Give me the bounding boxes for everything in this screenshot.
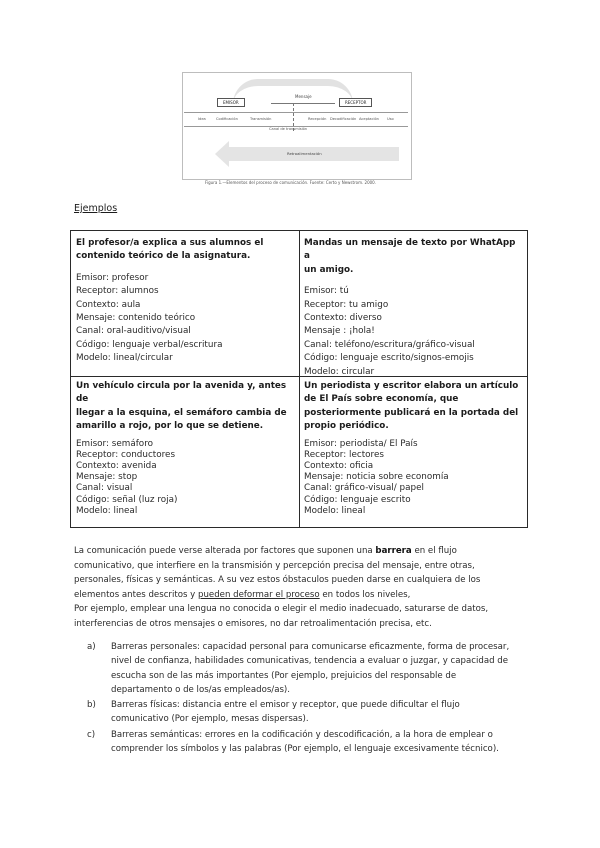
list-line: departamento o de los/as empleados/as). — [111, 684, 291, 695]
list-marker: c) — [87, 729, 96, 740]
example-heading — [76, 380, 294, 434]
paragraph-line: Por ejemplo, emplear una lengua no conocida o elegir el medio inadecuado, saturarse de datos, — [74, 604, 489, 615]
example-heading-line: posteriormente publicará en la portada del — [304, 407, 519, 418]
diagram-mensaje-label: Mensaje — [295, 94, 312, 99]
example-cell — [76, 380, 294, 517]
example-heading-line: de El País sobre economía, que — [304, 394, 459, 405]
diagram-message-arrow — [271, 103, 335, 104]
example-heading-line: El profesor/a explica a sus alumnos el — [76, 238, 264, 248]
paragraph-line: personales, físicas y semánticas. A su vez estos óbstaculos pueden darse en cualquiera de los — [74, 575, 481, 586]
example-heading-line: Un vehículo circula por la avenida y, antes de — [76, 381, 287, 405]
list-item — [87, 640, 537, 697]
diagram-receptor-box: RECEPTOR — [339, 98, 372, 107]
example-row: Contexto: aula — [76, 299, 141, 310]
example-heading — [76, 237, 294, 264]
example-row: Canal: oral-auditivo/visual — [76, 326, 191, 337]
example-row: Emisor: tú — [304, 286, 349, 297]
emphasis-barrera: barrera — [375, 546, 412, 556]
example-row: Canal: gráfico-visual/ papel — [304, 483, 424, 494]
example-row: Receptor: alumnos — [76, 286, 159, 297]
example-heading-line: propio periódico. — [304, 421, 389, 432]
list-item — [87, 698, 537, 727]
text-span: en el flujo — [411, 546, 457, 556]
example-heading-line: llegar a la esquina, el semáforo cambia de — [76, 407, 287, 418]
example-row: Modelo: lineal/circular — [76, 353, 173, 364]
example-row: Modelo: lineal — [304, 505, 366, 516]
example-row: Mensaje: noticia sobre economía — [304, 472, 449, 483]
list-line: escucha son de las más importantes (Por ejemplo, prejuicios del responsable de — [111, 670, 457, 681]
example-heading-line: Mandas un mensaje de texto por WhatApp a — [304, 238, 516, 262]
example-row: Emisor: profesor — [76, 272, 149, 283]
example-row: Emisor: semáforo — [76, 438, 153, 449]
list-line: Barreras semánticas: errores en la codificación y descodificación, a la hora de emplear o — [111, 729, 493, 740]
list-text — [111, 640, 509, 697]
diagram-step: Uso — [387, 117, 394, 121]
list-text — [111, 698, 460, 727]
section-title: Ejemplos — [74, 203, 118, 214]
example-row: Emisor: periodista/ El País — [304, 438, 418, 449]
underlined-phrase: pueden deformar el proceso — [198, 589, 320, 600]
diagram-caption: Figura 1.—Elementos del proceso de comunicación. Fuente: Certo y Newstrom. 2000. — [205, 180, 376, 185]
paragraph-line — [74, 588, 534, 603]
barriers-list — [87, 640, 537, 757]
example-row: Receptor: tu amigo — [304, 299, 389, 310]
paragraph-line — [74, 544, 534, 559]
example-row: Modelo: circular — [304, 366, 375, 377]
diagram-retro-label: Retroalimentación — [287, 151, 322, 156]
example-row: Canal: visual — [76, 483, 133, 494]
example-heading-line: contenido teórico de la asignatura. — [76, 251, 251, 262]
diagram-channel-band — [184, 112, 408, 127]
example-row: Código: lenguaje escrito/signos-emojis — [304, 353, 474, 364]
example-row: Canal: teléfono/escritura/gráfico-visual — [304, 339, 475, 350]
example-row: Código: lenguaje verbal/escritura — [76, 339, 223, 350]
example-row: Contexto: avenida — [76, 461, 157, 472]
example-heading — [304, 237, 522, 277]
example-row: Contexto: oficia — [304, 461, 374, 472]
example-heading-line: Un periodista y escritor elabora un artículo — [304, 381, 519, 391]
example-row: Mensaje : ¡hola! — [304, 326, 375, 337]
text-span: elementos antes descritos y — [74, 589, 199, 600]
diagram-step: Decodificación — [330, 117, 357, 121]
text-span: La comunicación puede verse alterada por factores que suponen una — [74, 546, 376, 556]
examples-table — [70, 230, 528, 528]
example-heading — [304, 380, 522, 434]
example-heading-line: un amigo. — [304, 264, 354, 275]
flow-arrow-top — [233, 79, 353, 104]
text-span: en todos los niveles, — [319, 589, 411, 600]
list-marker: a) — [87, 642, 96, 652]
diagram-emisor-box: EMISOR — [217, 98, 245, 107]
paragraph-line: interferencias de otros mensajes o emisores, no dar retroalimentación precisa, etc. — [74, 618, 432, 629]
diagram-step: Transmisión — [250, 117, 272, 121]
diagram-step: Aceptación — [359, 117, 379, 121]
example-row: Modelo: lineal — [76, 505, 138, 516]
table-column-divider — [299, 231, 300, 527]
diagram-step: Codificación — [216, 117, 238, 121]
list-line: Barreras personales: capacidad personal para comunicarse eficazmente, forma de procesar, — [111, 642, 510, 652]
example-cell — [76, 237, 294, 366]
list-marker: b) — [87, 700, 96, 711]
example-row: Receptor: lectores — [304, 449, 384, 460]
diagram-step: Idea — [198, 117, 206, 121]
example-row: Contexto: diverso — [304, 313, 382, 324]
list-item — [87, 728, 537, 757]
example-row: Receptor: conductores — [76, 449, 176, 460]
example-cell — [304, 237, 522, 379]
example-row: Código: señal (luz roja) — [76, 494, 178, 505]
list-line: comunicativo (Por ejemplo, mesas dispersas). — [111, 714, 309, 725]
example-row: Mensaje: stop — [76, 472, 138, 483]
list-line: Barreras físicas: distancia entre el emisor y receptor, que puede dificultar el flujo — [111, 700, 460, 711]
barriers-paragraph — [74, 544, 534, 632]
example-row: Código: lenguaje escrito — [304, 494, 411, 505]
example-heading-line: amarillo a rojo, por lo que se detiene. — [76, 421, 264, 432]
communication-diagram — [182, 72, 412, 180]
list-line: comprender los símbolos y las palabras (Por ejemplo, el lenguaje excesivamente técnico). — [111, 744, 499, 755]
diagram-step: Recepción — [308, 117, 327, 121]
example-cell — [304, 380, 522, 517]
paragraph-line: comunicativo, que interfiere en la transmisión y percepción precisa del mensaje, entre otras, — [74, 560, 475, 571]
diagram-canal-label: Canal de transmisión — [269, 127, 308, 131]
list-line: nivel de confianza, habilidades comunicativas, tendencia a evaluar o juzgar, y capacidad de — [111, 656, 509, 667]
example-row: Mensaje: contenido teórico — [76, 313, 196, 324]
list-text — [111, 728, 499, 757]
